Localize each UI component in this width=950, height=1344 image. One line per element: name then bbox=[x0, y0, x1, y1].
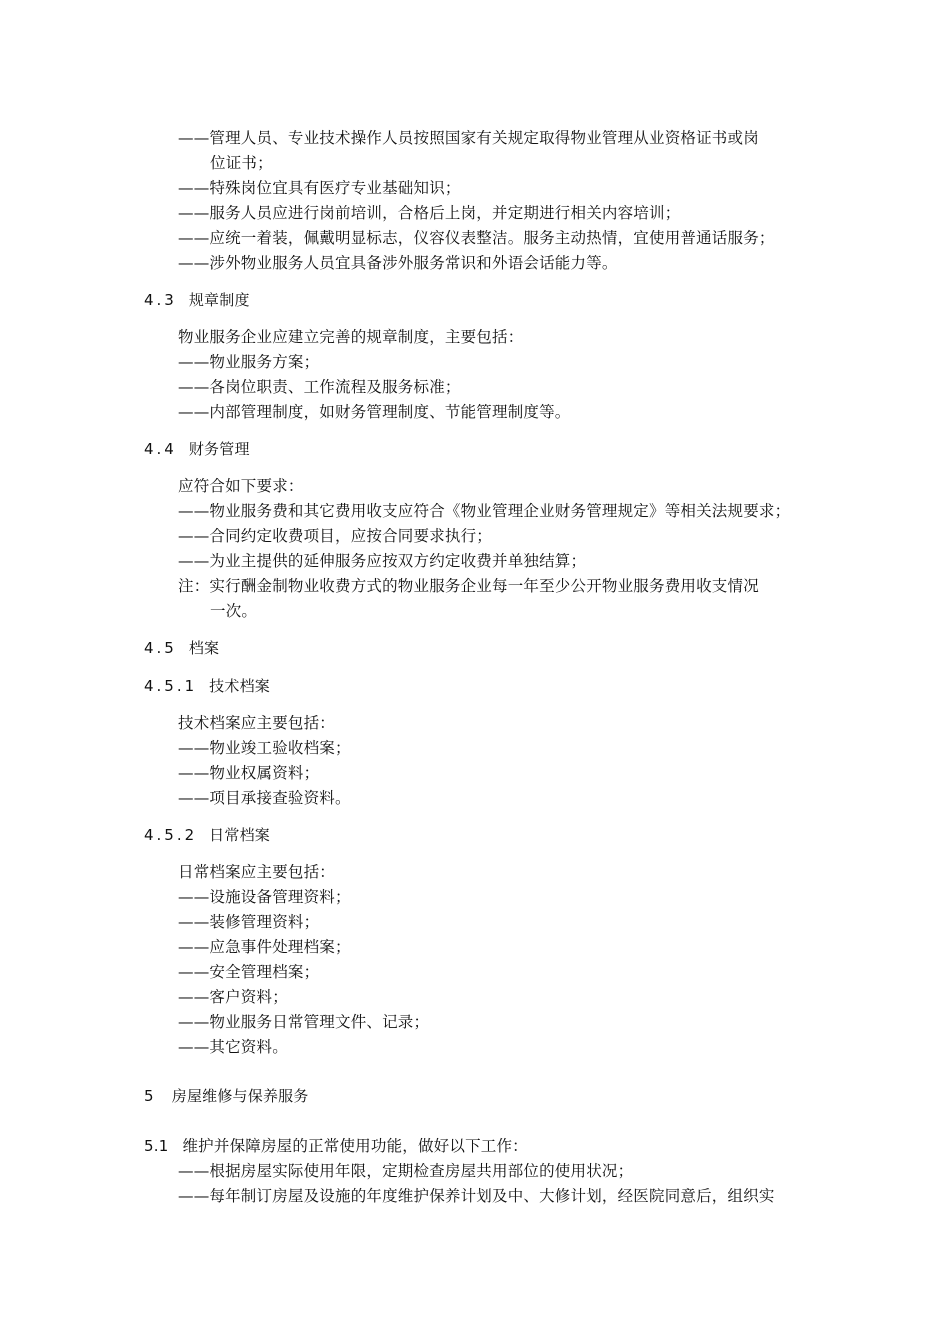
note-line-continuation: 一次。 bbox=[210, 602, 258, 620]
section-title: 财务管理 bbox=[188, 440, 250, 458]
list-item: ——其它资料。 bbox=[178, 1038, 288, 1056]
list-item: ——服务人员应进行岗前培训，合格后上岗，并定期进行相关内容培训； bbox=[178, 204, 681, 222]
list-item: ——安全管理档案； bbox=[178, 963, 320, 981]
list-item: ——物业竣工验收档案； bbox=[178, 739, 351, 757]
list-item: ——为业主提供的延伸服务应按双方约定收费并单独结算； bbox=[178, 552, 587, 570]
chapter-number: 5 bbox=[144, 1087, 154, 1105]
list-item: ——特殊岗位宜具有医疗专业基础知识； bbox=[178, 179, 461, 197]
section-heading-4-5-1 bbox=[144, 676, 270, 696]
list-item: ——合同约定收费项目，应按合同要求执行； bbox=[178, 527, 493, 545]
section-title: 规章制度 bbox=[188, 291, 250, 309]
chapter-title: 房屋维修与保养服务 bbox=[171, 1087, 309, 1105]
clause-text: 维护并保障房屋的正常使用功能，做好以下工作： bbox=[182, 1137, 528, 1155]
list-item: ——客户资料； bbox=[178, 988, 288, 1006]
list-item: ——各岗位职责、工作流程及服务标准； bbox=[178, 378, 461, 396]
chapter-heading-5 bbox=[144, 1086, 309, 1106]
section-title: 日常档案 bbox=[209, 826, 270, 844]
section-number: 4.4 bbox=[144, 440, 177, 458]
section-heading-4-4 bbox=[144, 439, 250, 459]
list-item: ——设施设备管理资料； bbox=[178, 888, 351, 906]
section-heading-4-5 bbox=[144, 638, 219, 658]
list-item: ——物业权属资料； bbox=[178, 764, 320, 782]
list-item: ——物业服务日常管理文件、记录； bbox=[178, 1013, 430, 1031]
list-item: ——物业服务费和其它费用收支应符合《物业管理企业财务管理规定》等相关法规要求； bbox=[178, 502, 791, 520]
note-line: 注：实行酬金制物业收费方式的物业服务企业每一年至少公开物业服务费用收支情况 bbox=[178, 577, 759, 595]
section-number: 4.5.1 bbox=[144, 677, 198, 695]
list-item: ——项目承接查验资料。 bbox=[178, 789, 351, 807]
list-item: ——物业服务方案； bbox=[178, 353, 320, 371]
list-item: ——每年制订房屋及设施的年度维护保养计划及中、大修计划，经医院同意后，组织实 bbox=[178, 1187, 775, 1205]
list-item: ——根据房屋实际使用年限，定期检查房屋共用部位的使用状况； bbox=[178, 1162, 634, 1180]
list-item: ——内部管理制度，如财务管理制度、节能管理制度等。 bbox=[178, 403, 571, 421]
list-item: ——涉外物业服务人员宜具备涉外服务常识和外语会话能力等。 bbox=[178, 254, 618, 272]
list-item: ——装修管理资料； bbox=[178, 913, 320, 931]
section-intro: 技术档案应主要包括： bbox=[178, 714, 336, 732]
clause-5-1 bbox=[144, 1136, 528, 1156]
list-item: ——管理人员、专业技术操作人员按照国家有关规定取得物业管理从业资格证书或岗 bbox=[178, 129, 759, 147]
clause-number: 5.1 bbox=[144, 1137, 169, 1155]
section-intro: 应符合如下要求： bbox=[178, 477, 304, 495]
list-item: ——应急事件处理档案； bbox=[178, 938, 351, 956]
section-number: 4.3 bbox=[144, 291, 177, 309]
section-title: 档案 bbox=[188, 639, 220, 657]
section-heading-4-3 bbox=[144, 290, 250, 310]
list-item-continuation: 位证书； bbox=[210, 154, 273, 172]
section-intro: 物业服务企业应建立完善的规章制度，主要包括： bbox=[178, 328, 524, 346]
section-heading-4-5-2 bbox=[144, 825, 270, 845]
section-title: 技术档案 bbox=[209, 677, 270, 695]
section-number: 4.5.2 bbox=[144, 826, 198, 844]
section-number: 4.5 bbox=[144, 639, 177, 657]
list-item: ——应统一着装，佩戴明显标志，仪容仪表整洁。服务主动热情，宜使用普通话服务； bbox=[178, 229, 775, 247]
section-intro: 日常档案应主要包括： bbox=[178, 863, 336, 881]
